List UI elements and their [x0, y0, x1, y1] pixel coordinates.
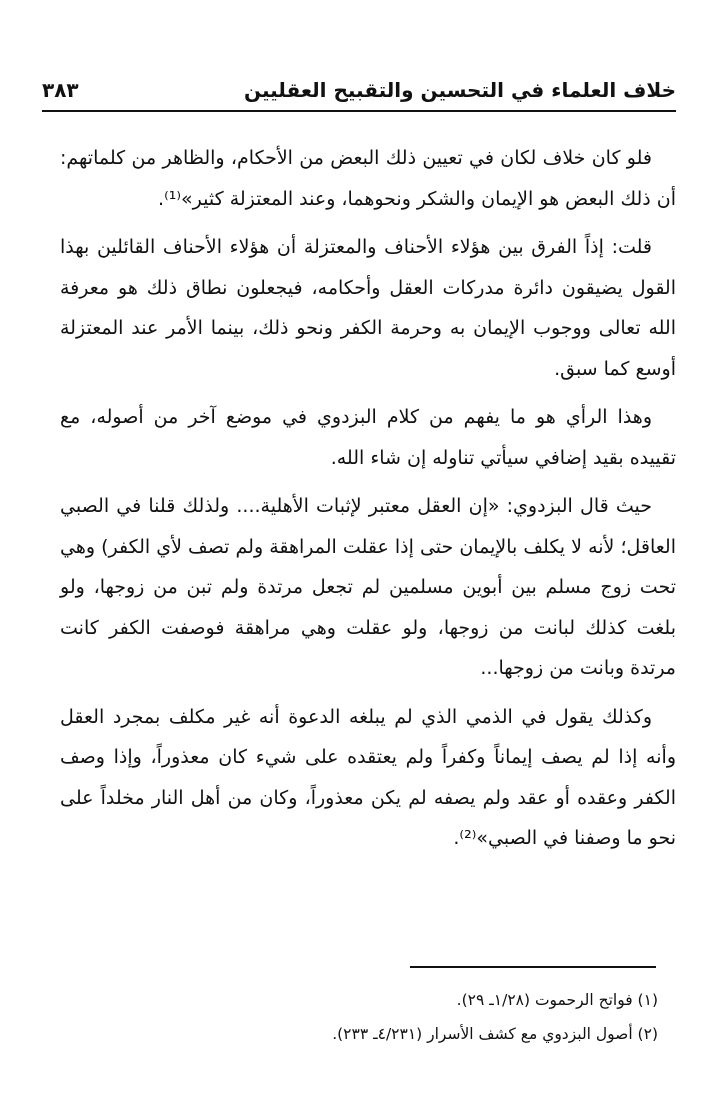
header-rule — [42, 110, 676, 112]
running-title: خلاف العلماء في التحسين والتقبيح العقليين — [243, 78, 676, 102]
paragraph: قلت: إذاً الفرق بين هؤلاء الأحناف والمعتزلة أن هؤلاء الأحناف القائلين بهذا القول يضيقون دائرة مدركات العقل وأحكامه، فيجعلون نطاق ذلك هو معرفة الله تعالى ووجوب الإيمان به وحرمة الكفر ونحو ذلك، بينما الأمر عند المعتزلة أوسع كما سبق. — [60, 236, 676, 380]
page-number: ٣٨٣ — [42, 78, 79, 102]
footnote: (١) فواتح الرحموت (١/٢٨ـ ٢٩). — [456, 991, 658, 1009]
paragraph: فلو كان خلاف لكان في تعيين ذلك البعض من الأحكام، والظاهر من كلماتهم: أن ذلك البعض هو الإيمان والشكر ونحوهما، وعند المعتزلة كثير»⁽¹⁾. — [60, 147, 676, 210]
paragraph: وهذا الرأي هو ما يفهم من كلام البزدوي في موضع آخر من أصوله، مع تقييده بقيد إضافي سيأتي تناوله إن شاء الله. — [60, 406, 676, 469]
running-header — [42, 64, 676, 114]
footnote-separator — [410, 966, 656, 968]
footnotes — [60, 983, 658, 1051]
paragraph: وكذلك يقول في الذمي الذي لم يبلغه الدعوة أنه غير مكلف بمجرد العقل وأنه إذا لم يصف إيماناً وكفراً ولم يعتقده على شيء كان معذوراً، وإذا وصف الكفر وعقده أو عقد ولم يصفه لم يكن معذوراً، وكان من أهل النار مخلداً على نحو ما وصفنا في الصبي»⁽²⁾. — [60, 705, 676, 849]
main-text — [60, 138, 676, 867]
paragraph: حيث قال البزدوي: «إن العقل معتبر لإثبات الأهلية.... ولذلك قلنا في الصبي العاقل؛ لأنه لا يكلف بالإيمان حتى إذا عقلت المراهقة ولم تصف لأي الكفر) وهي تحت زوج مسلم بين أبوين مسلمين لم تجعل مرتدة ولم تبن من زوجها، ولو بلغت كذلك لبانت من زوجها، ولو عقلت وهي مراهقة فوصفت الكفر كانت مرتدة وبانت من زوجها... — [60, 495, 676, 679]
footnote: (٢) أصول البزدوي مع كشف الأسرار (٤/٢٣١ـ ٢٣٣). — [332, 1025, 658, 1043]
